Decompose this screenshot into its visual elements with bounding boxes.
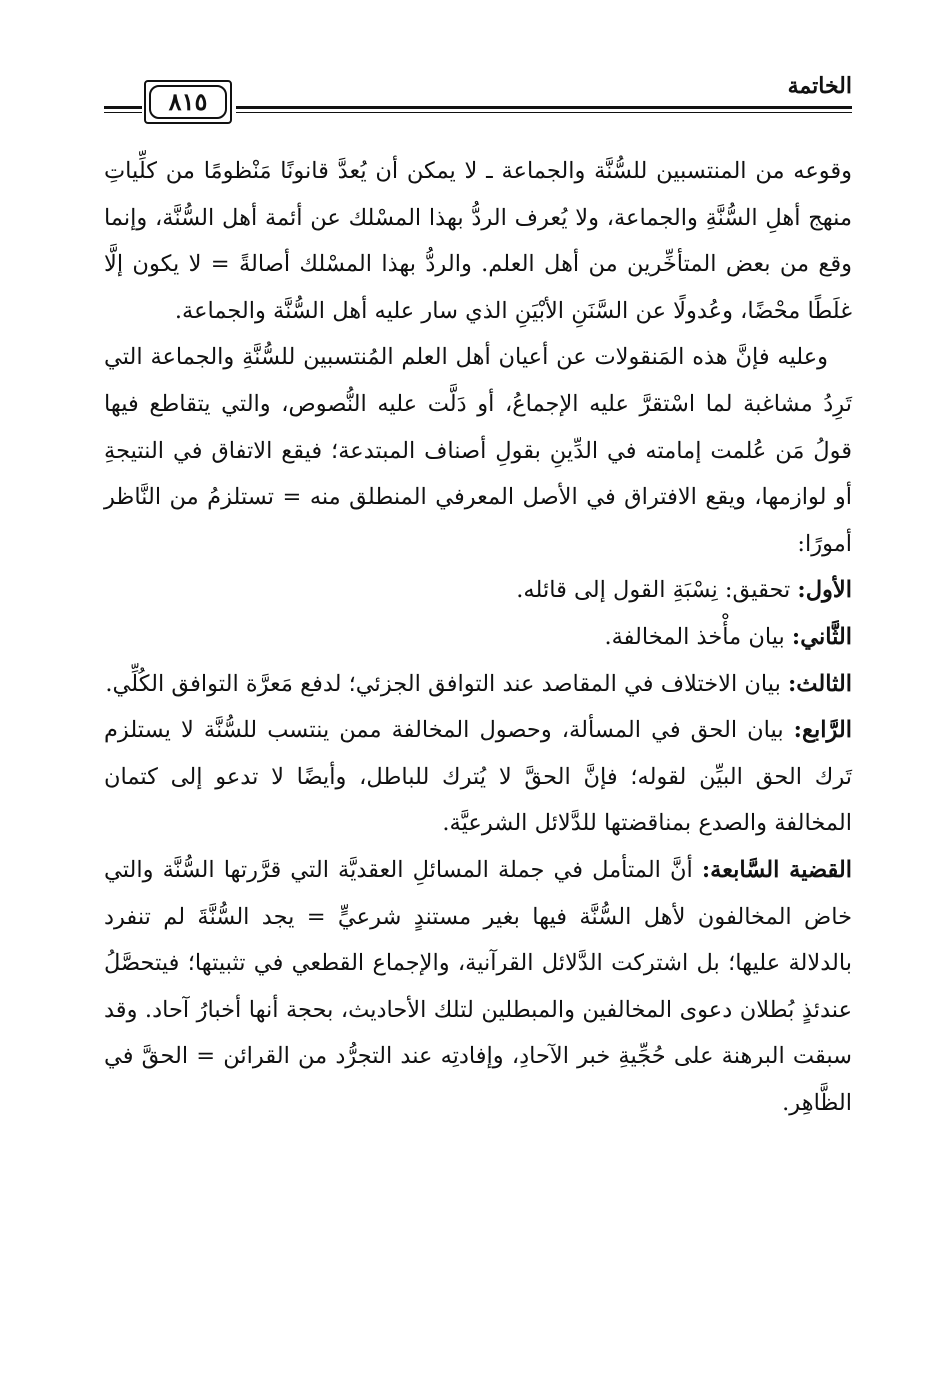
list-item-lead: الثَّاني: bbox=[791, 623, 852, 650]
paragraph bbox=[104, 334, 852, 567]
list-item-text: بيان الحق في المسألة، وحصول المخالفة ممن ينتسب للسُّنَّة لا يستلزم تَرك الحق البيِّن لقوله؛ فإنَّ الحقَّ لا يُترك للباطل، وأيضًا لا تدعو إلى كتمان المخالفة والصدع بمناقضتها للدَّلائل الشرعيَّة. bbox=[104, 717, 852, 837]
paragraph bbox=[104, 148, 852, 334]
list-item bbox=[104, 614, 852, 661]
list-item bbox=[104, 707, 852, 847]
paragraph bbox=[104, 847, 852, 1127]
list-item bbox=[104, 661, 852, 708]
header-rule-short-thin bbox=[104, 112, 142, 113]
list-item-text: تحقيق: نِسْبَةِ القول إلى قائله. bbox=[516, 577, 798, 604]
list-item-lead: الثالث: bbox=[787, 670, 852, 697]
paragraph-text: وقوعه من المنتسبين للسُّنَّة والجماعة ـ لا يمكن أن يُعدَّ قانونًا مَنْظومًا من كلِّياتِ منهج أهلِ السُّنَّةِ والجماعة، ولا يُعرف الردُّ بهذا المسْلك عن أئمة أهل السُّنَّة، وإنما وقع من بعض المتأخِّرين من أهل العلم. والردُّ بهذا المسْلك أصالةً = لا يكون إلَّا غلَطًا محْضًا، وعُدولًا عن السَّنَنِ الأبْيَنِ الذي سار عليه أهل السُّنَّة والجماعة. bbox=[104, 158, 852, 324]
header-rule-short bbox=[104, 106, 142, 109]
page-number: ٨١٥ bbox=[149, 85, 227, 119]
list-item bbox=[104, 567, 852, 614]
running-title: الخاتمة bbox=[787, 73, 852, 99]
list-item-text: بيان الاختلاف في المقاصد عند التوافق الجزئي؛ لدفع مَعرَّة التوافق الكُلِّي. bbox=[105, 670, 788, 697]
paragraph-text: أنَّ المتأمل في جملة المسائلِ العقديَّة التي قرَّرتها السُّنَّة والتي خاض المخالفون لأهل السُّنَّة فيها بغير مستندٍ شرعيٍّ = يجد السُّنَّةَ لم تنفرد بالدلالة عليها؛ بل اشتركت الدَّلائل القرآنية، والإجماع القطعي في تثبيتها؛ فيتحصَّلُ عندئذٍ بُطلان دعوى المخالفين والمبطلين لتلك الأحاديث، بحجة أنها أخبارُ آحاد. وقد سبقت البرهنة على حُجِّيةِ خبر الآحادِ، وإفادتِه عند التجرُّد من القرائن = الحقَّ في الظَّاهِر. bbox=[104, 856, 852, 1116]
header-rule bbox=[236, 106, 852, 109]
paragraph-text: وعليه فإنَّ هذه المَنقولات عن أعيان أهل العلم المُنتسبين للسُّنَّةِ والجماعة التي تَرِدُ مشاغبة لما اسْتقرَّ عليه الإجماعُ، أو دَلَّت عليه النُّصوص، والتي يتقاطع فيها قولُ مَن عُلمت إمامته في الدِّينِ بقولِ أصناف المبتدعة؛ فيقع الاتفاق في النتيجةِ أو لوازمها، ويقع الافتراق في الأصل المعرفي المنطلق منه = تستلزمُ من النَّاظر أمورًا: bbox=[104, 344, 852, 557]
list-item-lead: الرَّابع: bbox=[793, 717, 852, 744]
list-item-lead: الأول: bbox=[797, 577, 852, 604]
page-header bbox=[104, 72, 852, 128]
page-body bbox=[104, 148, 852, 1126]
header-rule-thin bbox=[236, 112, 852, 113]
list-item-text: بيان مأْخذ المخالفة. bbox=[604, 623, 792, 650]
page-number-frame bbox=[144, 80, 232, 124]
paragraph-lead: القضية السَّابعة: bbox=[701, 856, 852, 883]
